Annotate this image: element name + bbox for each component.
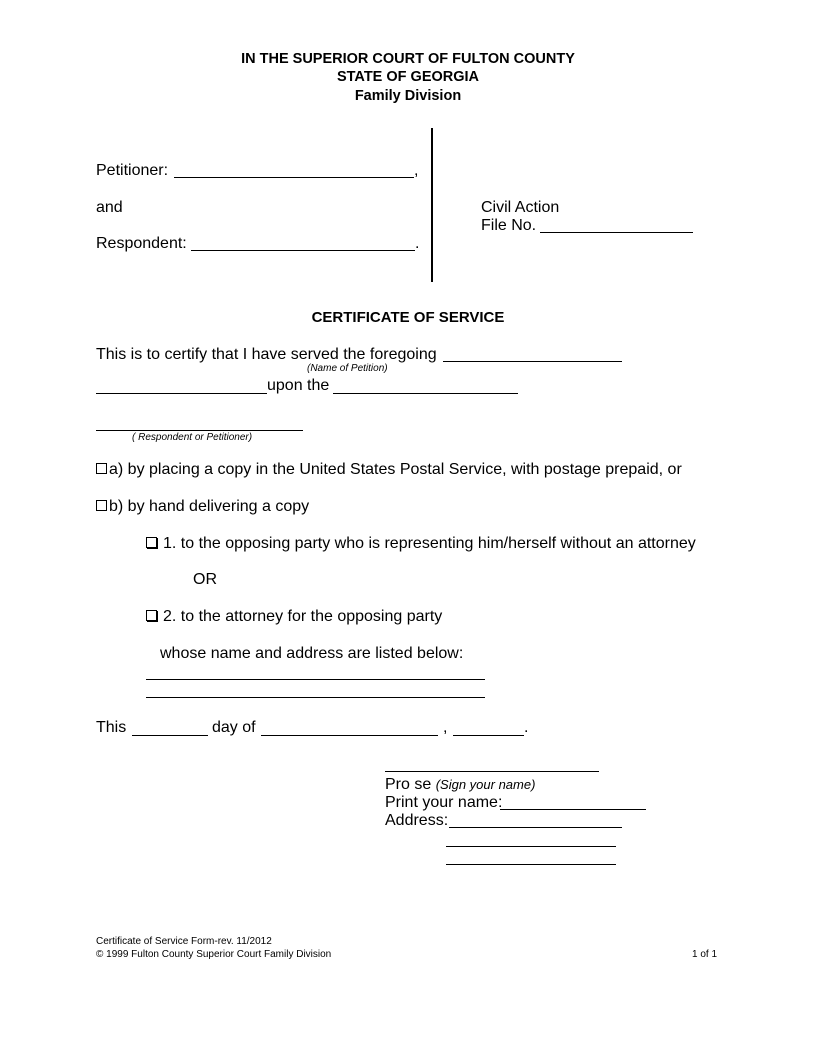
caption-divider [431, 128, 433, 282]
document-title: CERTIFICATE OF SERVICE [311, 309, 505, 326]
option-a [96, 462, 682, 478]
footer-page-number: 1 of 1 [692, 949, 718, 960]
and-label: and [96, 199, 123, 216]
sub-option-1 [146, 536, 696, 552]
address-line-1[interactable] [146, 679, 485, 680]
division-name: Family Division [354, 88, 462, 104]
signer-address-line-3[interactable] [446, 864, 616, 865]
option-b-label: b) by hand delivering a copy [109, 498, 310, 515]
signer-address-line-2[interactable] [446, 846, 616, 847]
upon-the-text: upon the [267, 377, 330, 394]
address-label: Address: [385, 812, 449, 829]
footer-form-rev: Certificate of Service Form-rev. 11/2012 [96, 936, 272, 947]
sub-option-2-label: 2. to the attorney for the opposing party [163, 608, 443, 625]
respondent-or-petitioner-caption: ( Respondent or Petitioner) [132, 432, 253, 443]
served-party-line[interactable] [333, 393, 518, 394]
petition-name-line-2[interactable] [96, 393, 267, 394]
respondent-period: . [415, 235, 420, 252]
respondent-name-line[interactable] [191, 250, 415, 251]
sub-option-2 [146, 609, 442, 625]
respondent-label: Respondent: [96, 235, 187, 252]
whose-name-text: whose name and address are listed below: [160, 645, 464, 662]
petitioner-label: Petitioner: [96, 162, 169, 179]
sub-option-1-checkbox[interactable] [146, 537, 157, 548]
file-no-label: File No. [481, 217, 537, 234]
or-text: OR [193, 571, 217, 588]
civil-action-label: Civil Action [481, 199, 560, 216]
sub-option-2-checkbox[interactable] [146, 610, 157, 621]
certify-text: This is to certify that I have served the foregoing [96, 346, 437, 363]
print-name-line[interactable] [500, 809, 646, 810]
signer-address-line-1[interactable] [449, 827, 622, 828]
month-line[interactable] [261, 735, 438, 736]
pro-se-label: Pro se [385, 776, 432, 793]
name-of-petition-caption: (Name of Petition) [307, 363, 388, 374]
year-line[interactable] [453, 735, 524, 736]
print-name-label: Print your name: [385, 794, 503, 811]
respondent-or-petitioner-line[interactable] [96, 430, 303, 431]
file-no-line[interactable] [540, 232, 693, 233]
option-b [96, 499, 309, 515]
sub-option-1-label: 1. to the opposing party who is representing him/herself without an attorney [163, 535, 696, 552]
address-line-2[interactable] [146, 697, 485, 698]
date-period: . [524, 719, 529, 736]
date-comma: , [443, 719, 448, 736]
option-a-checkbox[interactable] [96, 463, 107, 474]
state-name: STATE OF GEORGIA [336, 69, 480, 85]
this-label: This [96, 719, 127, 736]
court-name: IN THE SUPERIOR COURT OF FULTON COUNTY [241, 51, 575, 67]
petitioner-name-line[interactable] [174, 177, 414, 178]
day-line[interactable] [132, 735, 208, 736]
petitioner-comma: , [414, 162, 419, 179]
petition-name-line[interactable] [443, 361, 622, 362]
option-b-checkbox[interactable] [96, 500, 107, 511]
pro-se-line [385, 777, 535, 793]
sign-your-name-caption: (Sign your name) [435, 777, 536, 792]
signature-line[interactable] [385, 771, 599, 772]
day-of-label: day of [212, 719, 256, 736]
option-a-label: a) by placing a copy in the United States Postal Service, with postage prepaid, or [109, 461, 682, 478]
footer-copyright: © 1999 Fulton County Superior Court Family Division [96, 949, 332, 960]
